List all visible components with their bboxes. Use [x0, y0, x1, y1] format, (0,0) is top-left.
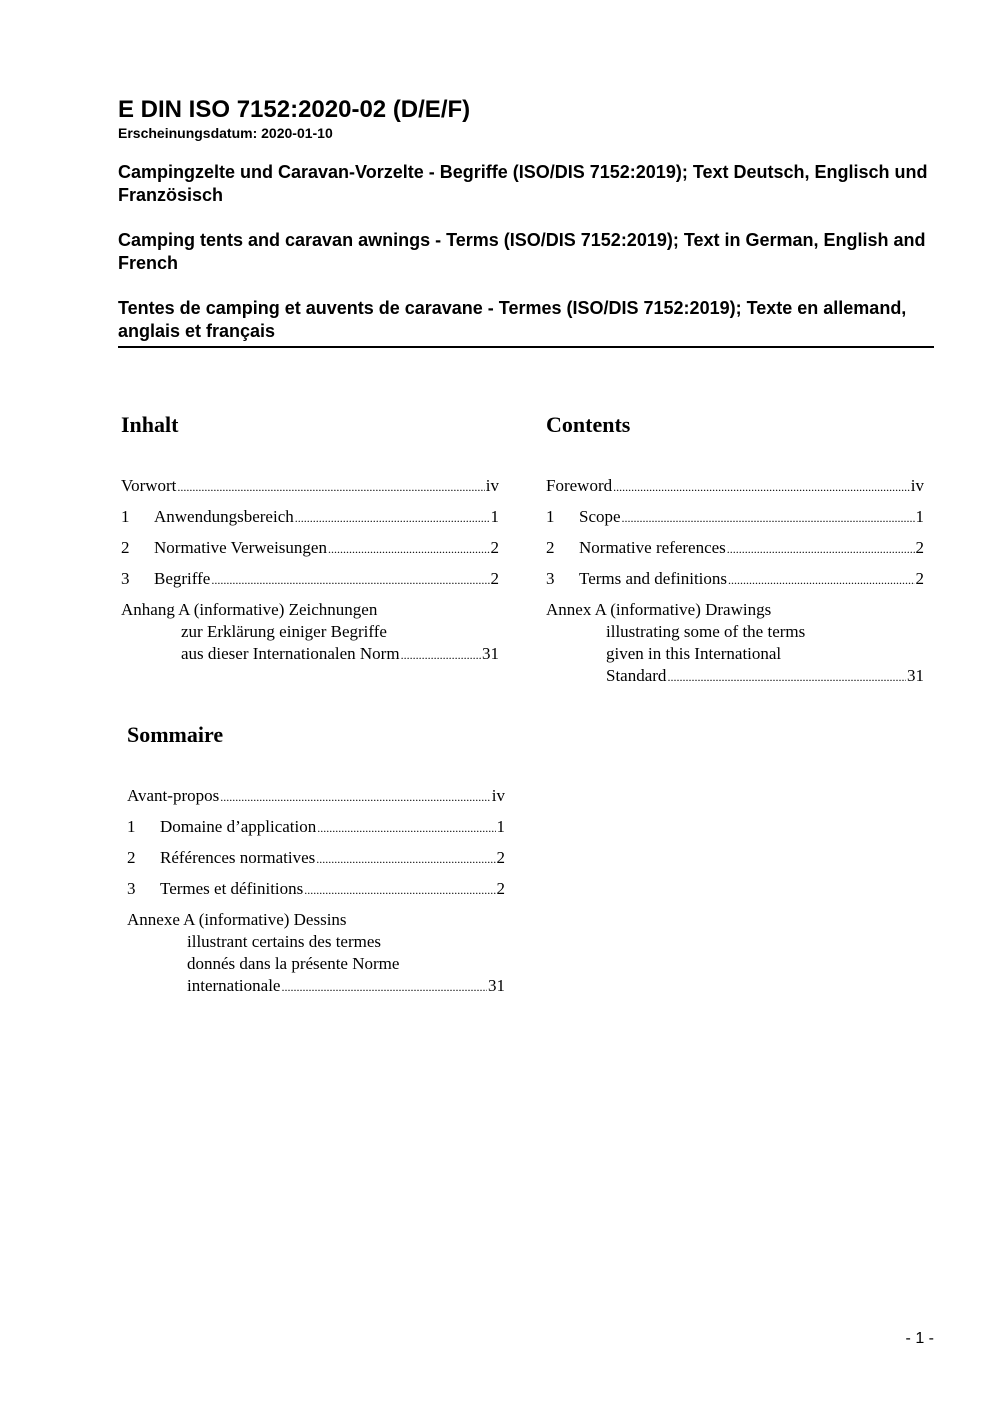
toc-entry-label: Anwendungsbereich: [154, 507, 294, 526]
leader-dots: [622, 507, 915, 529]
toc-entry-number: 1: [127, 817, 136, 836]
annex-line: aus dieser Internationalen Norm: [181, 644, 400, 663]
toc-entry[interactable]: [546, 568, 924, 590]
annex-line: internationale: [187, 976, 281, 995]
toc-entry-page: 1: [490, 507, 499, 526]
toc-entry-number: 2: [546, 538, 555, 557]
annex-line: donnés dans la présente Norme: [187, 954, 400, 973]
leader-dots: [328, 538, 490, 560]
toc-entry-page: 31: [482, 644, 499, 663]
document-id: E DIN ISO 7152:2020-02 (D/E/F): [118, 96, 471, 123]
toc-entry-label: Terms and definitions: [579, 569, 728, 588]
toc-entry-page: 2: [490, 569, 499, 588]
leader-dots: [317, 817, 495, 839]
toc-heading: Inhalt: [121, 412, 179, 437]
toc-entry-foreword[interactable]: [127, 785, 505, 807]
toc-entry-label: Domaine d’application: [160, 817, 317, 836]
toc-entry[interactable]: [127, 847, 505, 869]
toc-entry-page: 31: [907, 666, 924, 685]
toc-entry-foreword[interactable]: [546, 475, 924, 497]
toc-entry[interactable]: [127, 816, 505, 838]
document-header: [118, 96, 934, 342]
toc-entry-label: Termes et définitions: [160, 879, 304, 898]
title-english: Camping tents and caravan awnings - Terms (ISO/DIS 7152:2019); Text in German, English and French: [118, 230, 926, 273]
annex-last-line: [546, 665, 924, 688]
toc-entry-page: 2: [496, 879, 505, 898]
toc-entry-label: Scope: [579, 507, 621, 526]
annex-line: Anhang A (informative) Zeichnungen: [121, 600, 378, 619]
leader-dots: [281, 976, 487, 998]
toc-entry-page: iv: [910, 476, 924, 495]
leader-dots: [727, 538, 915, 560]
toc-entry-label: Normative references: [579, 538, 726, 557]
toc-entry-label: Vorwort: [121, 476, 177, 495]
annex-line: zur Erklärung einiger Begriffe: [181, 622, 387, 641]
annex-line: Standard: [606, 666, 667, 685]
toc-entry-annex[interactable]: [127, 909, 505, 998]
toc-entry-label: Foreword: [546, 476, 613, 495]
title-german: Campingzelte und Caravan-Vorzelte - Begriffe (ISO/DIS 7152:2019); Text Deutsch, Englisch und Französisch: [118, 162, 928, 205]
toc-entry-page: 2: [915, 538, 924, 557]
leader-dots: [177, 476, 484, 498]
toc-heading: Sommaire: [127, 722, 224, 747]
toc-entry-number: 1: [121, 507, 130, 526]
toc-entry-number: 3: [121, 569, 130, 588]
leader-dots: [211, 569, 489, 591]
toc-entry[interactable]: [546, 506, 924, 528]
header-divider: [118, 346, 934, 348]
toc-entry-page: 31: [488, 976, 505, 995]
annex-line: given in this International: [606, 644, 782, 663]
toc-entry-number: 1: [546, 507, 555, 526]
leader-dots: [316, 848, 495, 870]
toc-english: [546, 411, 924, 688]
leader-dots: [728, 569, 914, 591]
annex-line: Annexe A (informative) Dessins: [127, 910, 347, 929]
annex-line: Annex A (informative) Drawings: [546, 600, 772, 619]
annex-line: illustrating some of the terms: [606, 622, 806, 641]
leader-dots: [613, 476, 910, 498]
leader-dots: [304, 879, 495, 901]
title-french: Tentes de camping et auvents de caravane - Termes (ISO/DIS 7152:2019); Texte en allemand, anglais et français: [118, 298, 907, 341]
toc-heading: Contents: [546, 412, 631, 437]
toc-entry-label: Avant-propos: [127, 786, 220, 805]
toc-entry-label: Normative Verweisungen: [154, 538, 327, 557]
leader-dots: [220, 786, 491, 808]
annex-line: illustrant certains des termes: [187, 932, 382, 951]
toc-entry-number: 2: [121, 538, 130, 557]
toc-entry-foreword[interactable]: [121, 475, 499, 497]
toc-entry[interactable]: [121, 506, 499, 528]
toc-entry[interactable]: [121, 568, 499, 590]
toc-entry-page: 2: [915, 569, 924, 588]
toc-german: [121, 411, 499, 666]
toc-entry-label: Begriffe: [154, 569, 211, 588]
toc-entry-page: iv: [485, 476, 499, 495]
toc-entry-page: 1: [496, 817, 505, 836]
toc-entry-number: 3: [127, 879, 136, 898]
toc-entry-number: 2: [127, 848, 136, 867]
annex-last-line: [121, 643, 499, 666]
toc-entry-label: Références normatives: [160, 848, 316, 867]
toc-entry[interactable]: [546, 537, 924, 559]
toc-entry-annex[interactable]: [121, 599, 499, 666]
toc-entry[interactable]: [121, 537, 499, 559]
toc-french: [127, 721, 505, 998]
leader-dots: [667, 666, 906, 688]
toc-entry-annex[interactable]: [546, 599, 924, 688]
toc-entry-page: 2: [490, 538, 499, 557]
toc-entry[interactable]: [127, 878, 505, 900]
publication-date: Erscheinungsdatum: 2020-01-10: [118, 125, 333, 141]
leader-dots: [401, 644, 481, 666]
leader-dots: [295, 507, 490, 529]
annex-last-line: [127, 975, 505, 998]
toc-entry-page: 1: [915, 507, 924, 526]
page-number: - 1 -: [905, 1330, 934, 1347]
toc-entry-page: 2: [496, 848, 505, 867]
toc-entry-number: 3: [546, 569, 555, 588]
toc-entry-page: iv: [491, 786, 505, 805]
